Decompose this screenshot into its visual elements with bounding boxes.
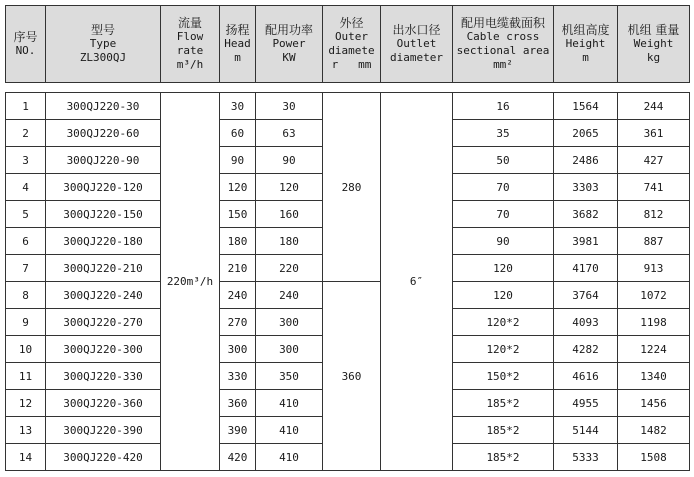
header-no-cn: 序号 xyxy=(13,30,38,44)
cell-weight: 1482 xyxy=(618,417,690,444)
cell-power: 410 xyxy=(256,390,323,417)
cell-model: 300QJ220-270 xyxy=(46,309,161,336)
cell-cable: 120 xyxy=(453,255,554,282)
cell-cable: 150*2 xyxy=(453,363,554,390)
cell-cable: 120 xyxy=(453,282,554,309)
cell-cable: 185*2 xyxy=(453,390,554,417)
cell-height: 3303 xyxy=(554,174,618,201)
cell-power: 220 xyxy=(256,255,323,282)
cell-no: 8 xyxy=(6,282,46,309)
header-weight xyxy=(618,6,690,83)
header-flow-unit: m³/h xyxy=(176,58,204,71)
header-power xyxy=(256,6,323,83)
cell-head: 210 xyxy=(220,255,256,282)
cell-power: 63 xyxy=(256,120,323,147)
header-power-en: Power xyxy=(272,37,306,50)
cell-height: 3682 xyxy=(554,201,618,228)
table-row xyxy=(6,93,690,120)
cell-no: 1 xyxy=(6,93,46,120)
cell-outer-diameter-280: 280 xyxy=(323,93,381,282)
cell-cable: 185*2 xyxy=(453,444,554,471)
cell-weight: 1072 xyxy=(618,282,690,309)
cell-power: 300 xyxy=(256,336,323,363)
spacer-cell xyxy=(6,83,690,93)
cell-no: 11 xyxy=(6,363,46,390)
cell-head: 30 xyxy=(220,93,256,120)
header-flow-cn: 流量 xyxy=(177,16,202,30)
header-height xyxy=(554,6,618,83)
cell-weight: 1224 xyxy=(618,336,690,363)
cell-head: 60 xyxy=(220,120,256,147)
cell-no: 7 xyxy=(6,255,46,282)
header-cable xyxy=(453,6,554,83)
cell-head: 90 xyxy=(220,147,256,174)
cell-model: 300QJ220-300 xyxy=(46,336,161,363)
header-height-cn: 机组高度 xyxy=(561,23,610,37)
table-body xyxy=(6,93,690,471)
cell-model: 300QJ220-30 xyxy=(46,93,161,120)
cell-no: 2 xyxy=(6,120,46,147)
header-model-series: ZL300QJ xyxy=(79,51,127,64)
cell-weight: 1198 xyxy=(618,309,690,336)
cell-height: 2486 xyxy=(554,147,618,174)
header-power-unit: KW xyxy=(282,51,296,64)
cell-cable: 90 xyxy=(453,228,554,255)
cell-height: 3981 xyxy=(554,228,618,255)
cell-head: 240 xyxy=(220,282,256,309)
header-spacer xyxy=(6,83,690,93)
cell-height: 1564 xyxy=(554,93,618,120)
header-cable-en-2: sectional area xyxy=(456,44,550,57)
cell-power: 410 xyxy=(256,417,323,444)
cell-head: 270 xyxy=(220,309,256,336)
cell-weight: 812 xyxy=(618,201,690,228)
cell-cable: 120*2 xyxy=(453,309,554,336)
cell-weight: 427 xyxy=(618,147,690,174)
cell-power: 160 xyxy=(256,201,323,228)
cell-power: 90 xyxy=(256,147,323,174)
cell-model: 300QJ220-360 xyxy=(46,390,161,417)
header-cable-cn: 配用电缆截面积 xyxy=(460,16,545,30)
cell-power: 300 xyxy=(256,309,323,336)
header-model-cn: 型号 xyxy=(90,23,115,37)
cell-model: 300QJ220-60 xyxy=(46,120,161,147)
header-weight-en: Weight xyxy=(633,37,674,50)
header-weight-cn: 机组 重量 xyxy=(627,23,680,37)
cell-no: 6 xyxy=(6,228,46,255)
table-row xyxy=(6,282,690,309)
header-row xyxy=(6,6,690,83)
cell-cable: 16 xyxy=(453,93,554,120)
header-flow xyxy=(161,6,220,83)
cell-head: 120 xyxy=(220,174,256,201)
header-outer-en-1: Outer xyxy=(334,30,369,43)
cell-height: 4282 xyxy=(554,336,618,363)
cell-height: 5333 xyxy=(554,444,618,471)
cell-outer-diameter-360: 360 xyxy=(323,282,381,471)
cell-model: 300QJ220-180 xyxy=(46,228,161,255)
cell-head: 180 xyxy=(220,228,256,255)
cell-height: 4093 xyxy=(554,309,618,336)
header-cable-en-1: Cable cross xyxy=(466,30,540,43)
cell-power: 350 xyxy=(256,363,323,390)
cell-weight: 913 xyxy=(618,255,690,282)
header-height-unit: m xyxy=(582,51,589,64)
cell-height: 3764 xyxy=(554,282,618,309)
cell-model: 300QJ220-240 xyxy=(46,282,161,309)
header-flow-en-1: Flow xyxy=(176,30,204,43)
cell-head: 330 xyxy=(220,363,256,390)
cell-model: 300QJ220-210 xyxy=(46,255,161,282)
header-model-en: Type xyxy=(89,37,117,50)
header-cable-unit: mm² xyxy=(493,58,513,71)
cell-power: 30 xyxy=(256,93,323,120)
cell-cable: 185*2 xyxy=(453,417,554,444)
header-outlet-cn: 出水口径 xyxy=(392,23,441,37)
header-weight-unit: kg xyxy=(646,51,661,64)
cell-weight: 741 xyxy=(618,174,690,201)
cell-weight: 361 xyxy=(618,120,690,147)
cell-cable: 70 xyxy=(453,174,554,201)
header-no-en: NO. xyxy=(15,44,36,57)
cell-cable: 120*2 xyxy=(453,336,554,363)
cell-weight: 1508 xyxy=(618,444,690,471)
header-outer-en-3: r mm xyxy=(331,58,372,71)
cell-height: 5144 xyxy=(554,417,618,444)
cell-weight: 1340 xyxy=(618,363,690,390)
cell-no: 3 xyxy=(6,147,46,174)
cell-model: 300QJ220-390 xyxy=(46,417,161,444)
cell-no: 4 xyxy=(6,174,46,201)
cell-height: 4955 xyxy=(554,390,618,417)
cell-no: 5 xyxy=(6,201,46,228)
cell-cable: 70 xyxy=(453,201,554,228)
cell-cable: 35 xyxy=(453,120,554,147)
header-head-cn: 扬程 xyxy=(225,23,250,37)
cell-height: 4170 xyxy=(554,255,618,282)
header-height-en: Height xyxy=(565,37,606,50)
cell-no: 10 xyxy=(6,336,46,363)
header-model xyxy=(46,6,161,83)
cell-outlet-diameter: 6″ xyxy=(381,93,453,471)
header-outlet-en-1: Outlet xyxy=(396,37,437,50)
cell-no: 14 xyxy=(6,444,46,471)
cell-power: 410 xyxy=(256,444,323,471)
cell-power: 180 xyxy=(256,228,323,255)
cell-model: 300QJ220-330 xyxy=(46,363,161,390)
cell-head: 420 xyxy=(220,444,256,471)
cell-model: 300QJ220-120 xyxy=(46,174,161,201)
cell-head: 150 xyxy=(220,201,256,228)
cell-head: 360 xyxy=(220,390,256,417)
cell-no: 9 xyxy=(6,309,46,336)
header-head-unit: m xyxy=(234,51,241,64)
cell-head: 300 xyxy=(220,336,256,363)
header-outer-en-2: diamete xyxy=(328,44,375,57)
cell-model: 300QJ220-90 xyxy=(46,147,161,174)
cell-weight: 1456 xyxy=(618,390,690,417)
header-outer-diameter xyxy=(323,6,381,83)
cell-weight: 887 xyxy=(618,228,690,255)
cell-power: 240 xyxy=(256,282,323,309)
header-outlet-diameter xyxy=(381,6,453,83)
cell-weight: 244 xyxy=(618,93,690,120)
cell-cable: 50 xyxy=(453,147,554,174)
cell-power: 120 xyxy=(256,174,323,201)
header-no xyxy=(6,6,46,83)
cell-height: 4616 xyxy=(554,363,618,390)
header-flow-en-2: rate xyxy=(176,44,204,57)
header-head-en: Head xyxy=(224,37,251,50)
header-outlet-en-2: diameter xyxy=(390,51,443,64)
cell-height: 2065 xyxy=(554,120,618,147)
cell-no: 13 xyxy=(6,417,46,444)
header-head xyxy=(220,6,256,83)
header-power-cn: 配用功率 xyxy=(264,23,313,37)
cell-model: 300QJ220-420 xyxy=(46,444,161,471)
header-outer-cn: 外径 xyxy=(339,16,364,30)
cell-model: 300QJ220-150 xyxy=(46,201,161,228)
cell-flow-rate: 220m³/h xyxy=(161,93,220,471)
pump-spec-table xyxy=(5,5,690,471)
cell-no: 12 xyxy=(6,390,46,417)
cell-head: 390 xyxy=(220,417,256,444)
